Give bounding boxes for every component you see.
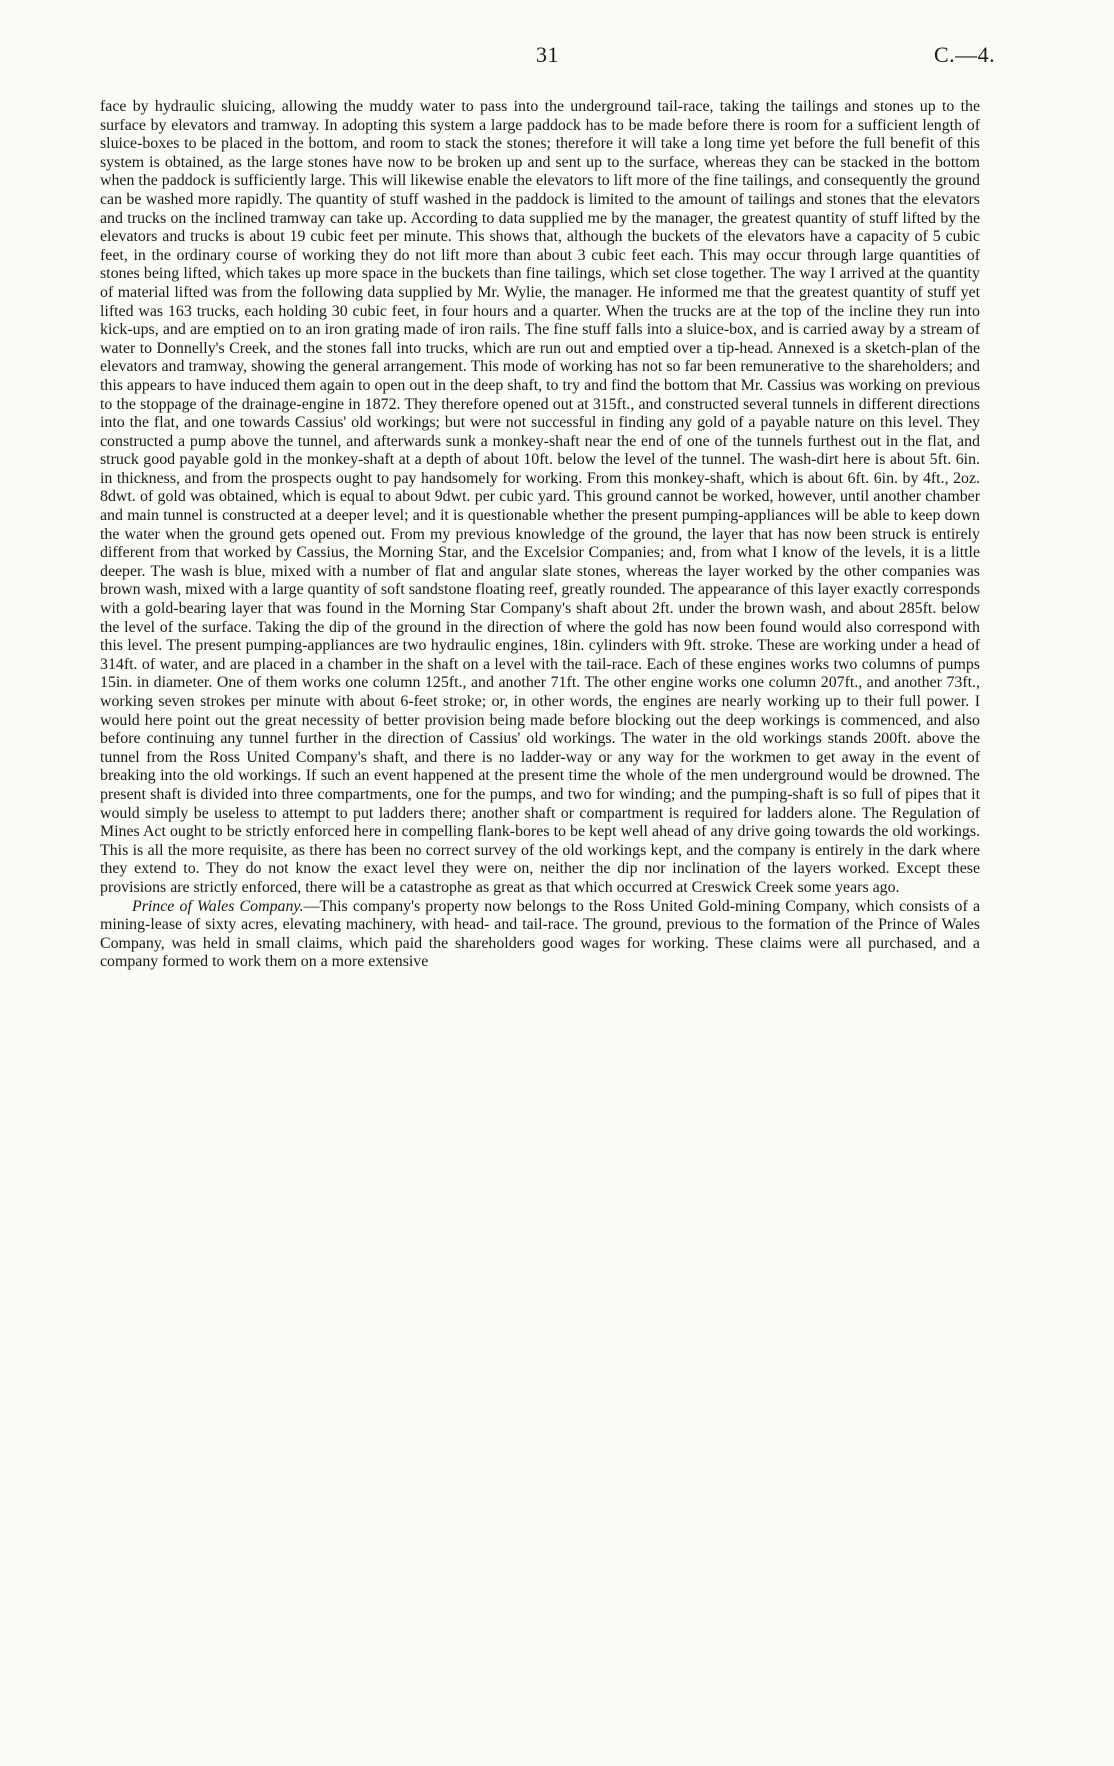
paragraph-2-text: —This company's property now belongs to the Ross United Gold-mining Company, which consists of a mining-lease of sixty acres, elevating machinery, with head- and tail-race. The ground, previous to the formation of the Prince of Wales Company, was held in small claims, which paid the shareholders good wages for working. These claims were all purchased, and a company formed to work them on a more extensive [100,897,981,971]
paragraph-2 [100,898,980,972]
paragraph-1: face by hydraulic sluicing, allowing the muddy water to pass into the underground tail-race, taking the tailings and stones up to the surface by elevators and tramway. In adopting this system a large paddock has to be made before there is room for a sufficient length of sluice-boxes to be placed in the bottom, and room to stack the stones; therefore it will take a long time yet before the full benefit of this system is obtained, as the large stones have now to be broken up and sent up to the surface, whereas they can be stacked in the bottom when the paddock is sufficiently large. This will likewise enable the elevators to lift more of the fine tailings, and consequently the ground can be washed more rapidly. The quantity of stuff washed in the paddock is limited to the amount of tailings and stones that the elevators and trucks on the inclined tramway can take up. According to data supplied me by the manager, the greatest quantity of stuff lifted by the elevators and trucks is about 19 cubic feet per minute. This shows that, although the buckets of the elevators have a capacity of 5 cubic feet, in the ordinary course of working they do not lift more than about 3 cubic feet each. This may occur through large quantities of stones being lifted, which takes up more space in the buckets than fine tailings, which set close together. The way I arrived at the quantity of material lifted was from the following data supplied by Mr. Wylie, the manager. He informed me that the greatest quantity of stuff yet lifted was 163 trucks, each holding 30 cubic feet, in four hours and a quarter. When the trucks are at the top of the incline they run into kick-ups, and are emptied on to an iron grating made of iron rails. The fine stuff falls into a sluice-box, and is carried away by a stream of water to Donnelly's Creek, and the stones fall into trucks, which are run out and emptied over a tip-head. Annexed is a sketch-plan of the elevators and tramway, showing the general arrangement. This mode of working has not so far been remunerative to the shareholders; and this appears to have induced them again to open out in the deep shaft, to try and find the bottom that Mr. Cassius was working on previous to the stoppage of the drainage-engine in 1872. They therefore opened out at 315ft., and constructed several tunnels in different directions into the flat, and one towards Cassius' old workings; but were not successful in finding any gold of a payable nature on this level. They constructed a pump above the tunnel, and afterwards sunk a monkey-shaft near the end of one of the tunnels furthest out in the flat, and struck good payable gold in the monkey-shaft at a depth of about 10ft. below the level of the tunnel. The wash-dirt here is about 5ft. 6in. in thickness, and from the prospects ought to pay handsomely for working. From this monkey-shaft, which is about 6ft. 6in. by 4ft., 2oz. 8dwt. of gold was obtained, which is equal to about 9dwt. per cubic yard. This ground cannot be worked, however, until another chamber and main tunnel is constructed at a deeper level; and it is questionable whether the present pumping-appliances will be able to keep down the water when the ground gets opened out. From my previous knowledge of the ground, the layer that has now been struck is entirely different from that worked by Cassius, the Morning Star, and the Excelsior Companies; and, from what I know of the levels, it is a little deeper. The wash is blue, mixed with a number of flat and angular slate stones, whereas the layer worked by the other companies was brown wash, mixed with a large quantity of soft sandstone floating reef, greatly rounded. The appearance of this layer exactly corresponds with a gold-bearing layer that was found in the Morning Star Company's shaft about 2ft. under the brown wash, and about 285ft. below the level of the surface. Taking the dip of the ground in the direction of where the gold has now been found would also correspond with this level. The present pumping-appliances are two hydraulic engines, 18in. cylinders with 9ft. stroke. These are working under a head of 314ft. of water, and are placed in a chamber in the shaft on a level with the tail-race. Each of these engines works two columns of pumps 15in. in diameter. One of them works one column 125ft., and another 71ft. The other engine works one column 207ft., and another 73ft., working seven strokes per minute with about 6-feet stroke; or, in other words, the engines are nearly working up to their full power. I would here point out the great necessity of better provision being made before blocking out the deep workings is commenced, and also before continuing any tunnel further in the direction of Cassius' old workings. The water in the old workings stands 200ft. above the tunnel from the Ross United Company's shaft, and there is no ladder-way or any way for the workmen to get away in the event of breaking into the old workings. If such an event happened at the present time the whole of the men underground would be drowned. The present shaft is divided into three compartments, one for the pumps, and two for winding; and the pumping-shaft is so full of pipes that it would simply be useless to attempt to put ladders there; another shaft or compartment is required for ladders alone. The Regulation of Mines Act ought to be strictly enforced here in compelling flank-bores to be kept well ahead of any drive going towards the old workings. This is all the more requisite, as there has been no correct survey of the old workings kept, and the company is entirely in the dark where they extend to. They do not know the exact level they were on, neither the dip nor inclination of the layers worked. Except these provisions are strictly enforced, there will be a catastrophe as great as that which occurred at Creswick Creek some years ago. [100,98,980,896]
page-number: 31 [536,42,559,67]
document-code: C.—4. [934,42,996,67]
page-header [0,42,1114,78]
body-text [100,98,980,972]
section-heading-prince-of-wales: Prince of Wales Company. [132,897,304,915]
